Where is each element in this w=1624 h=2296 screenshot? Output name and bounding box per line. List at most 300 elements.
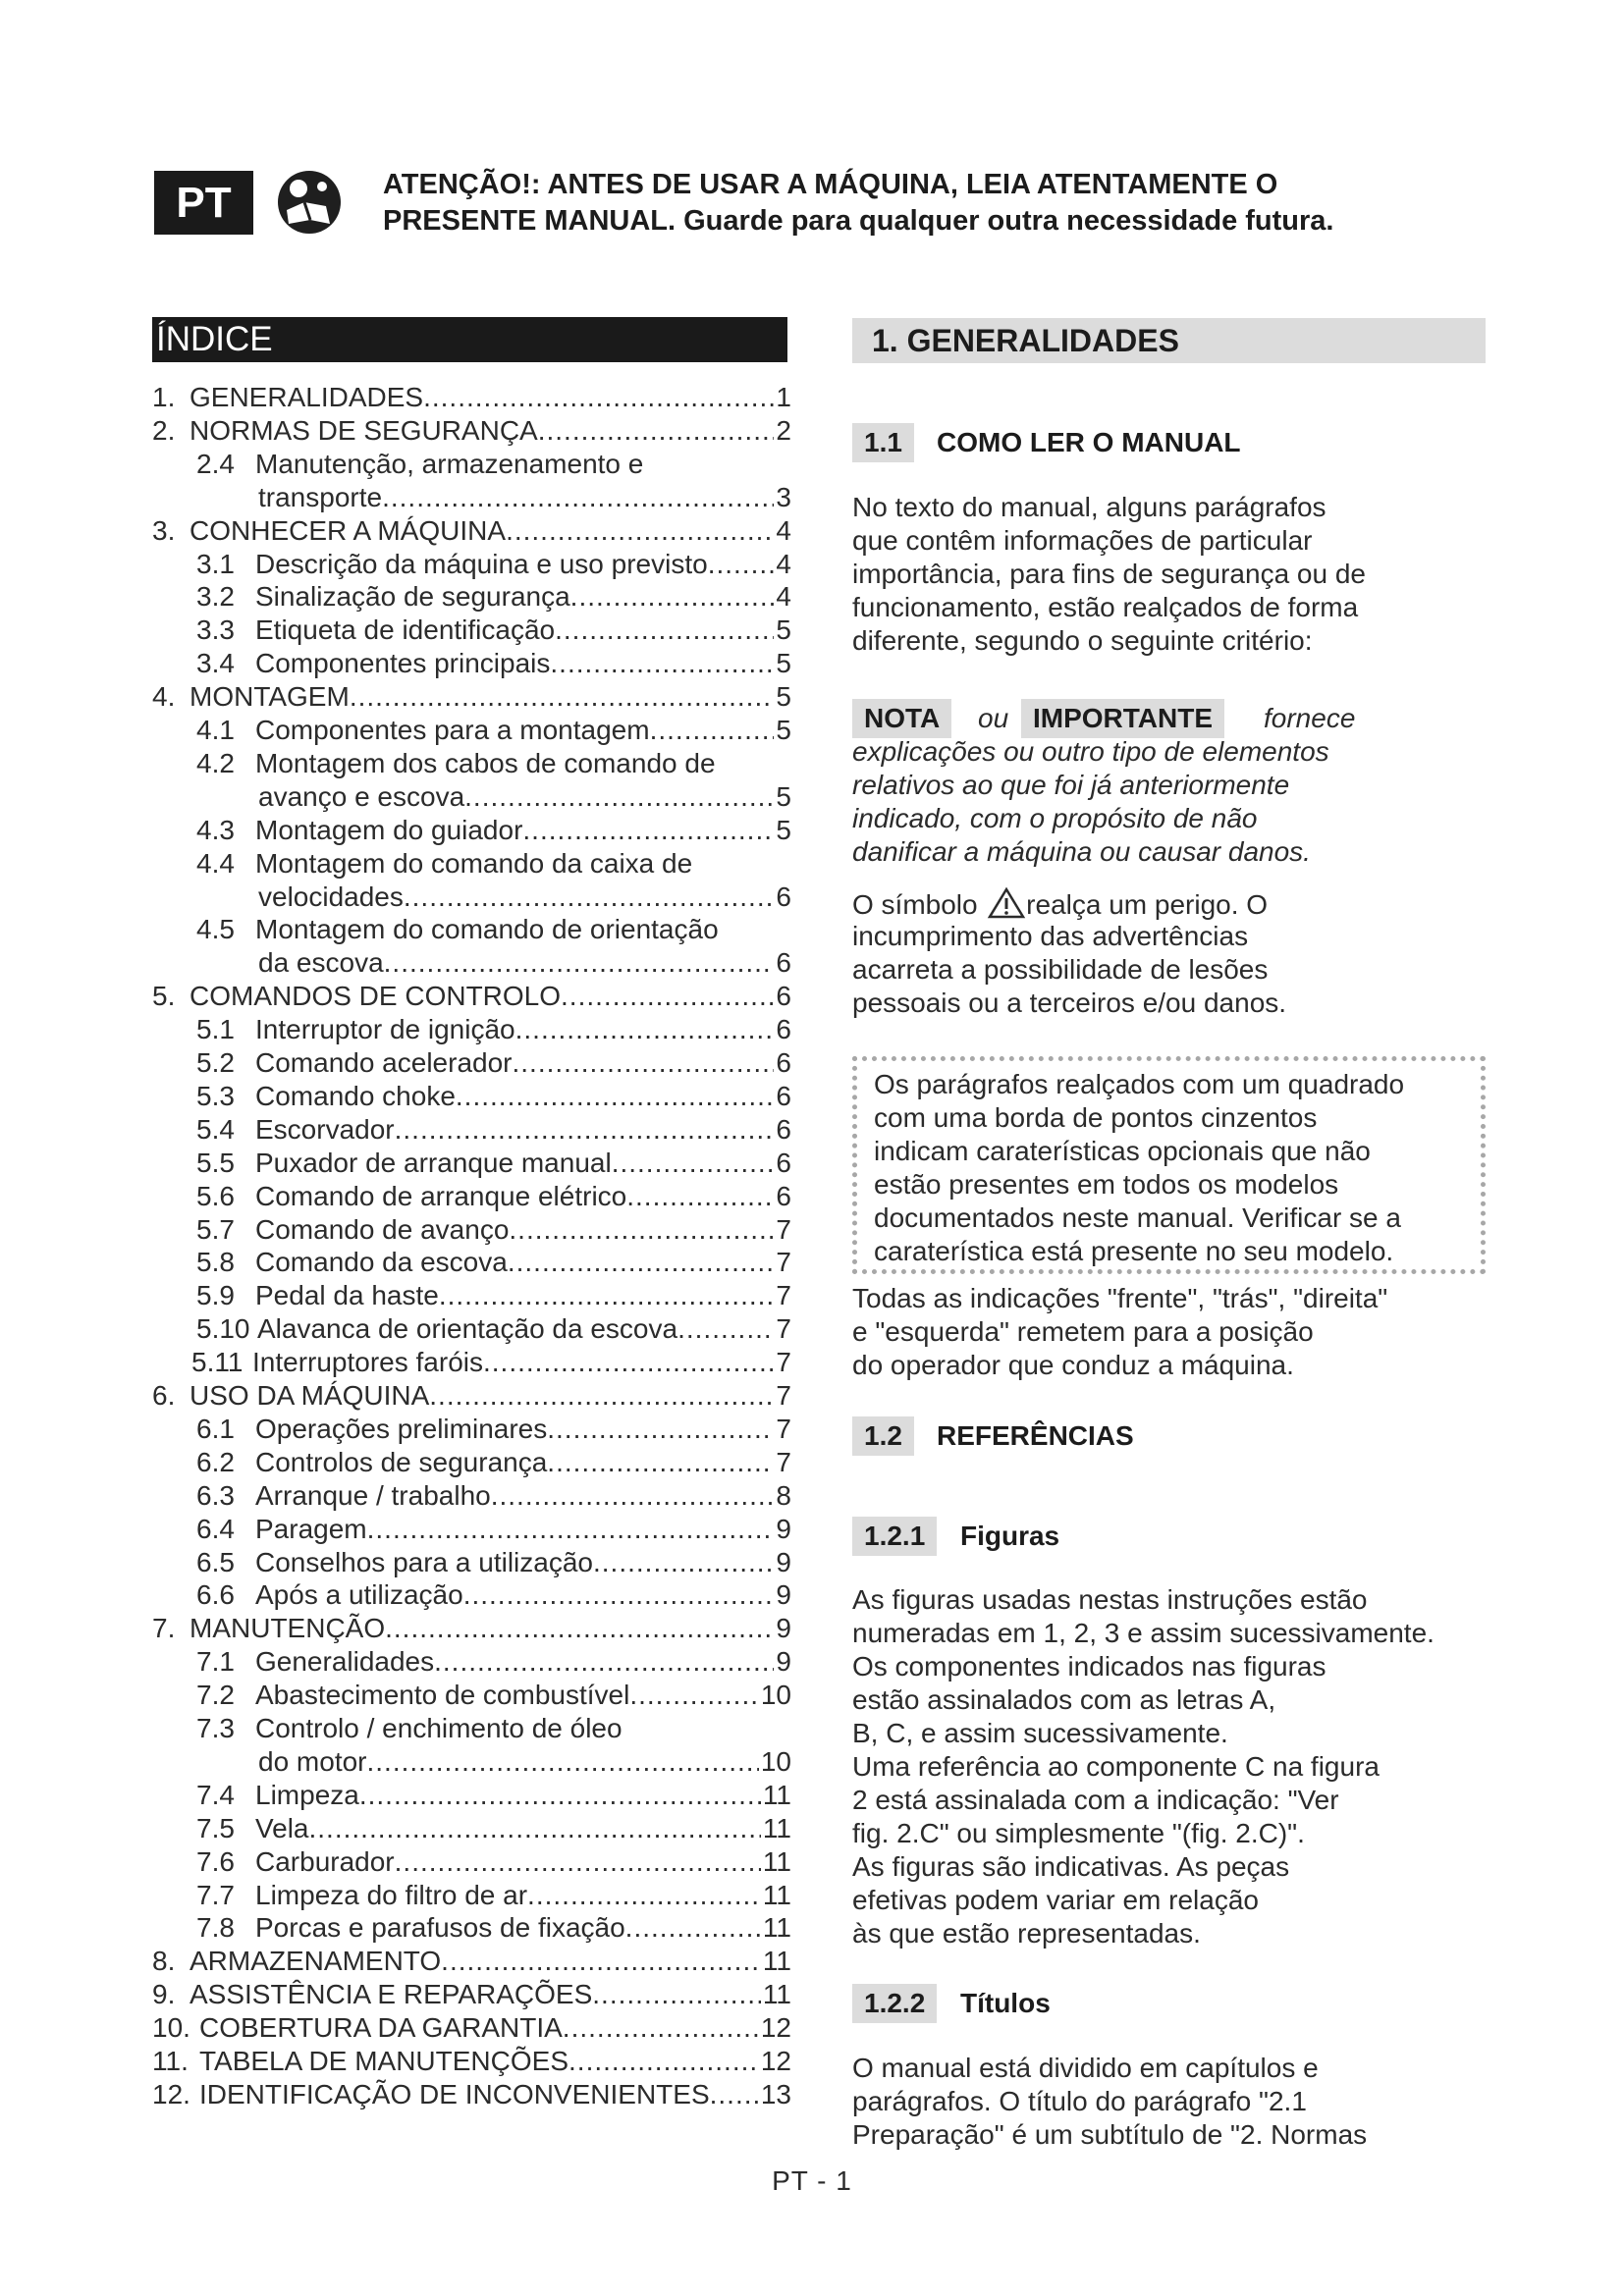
toc-entry-number: 4.1: [196, 715, 235, 745]
language-badge: PT: [154, 171, 253, 235]
toc-entry-page: 6: [776, 881, 791, 912]
toc-entry-number: 4.2: [196, 747, 235, 778]
toc-entry-text: Controlo / enchimento de óleo: [255, 1713, 623, 1743]
toc-entry-number: 7.8: [196, 1912, 235, 1944]
toc-entry-page: 11: [762, 1979, 791, 2010]
text-line: danificar a máquina ou causar danos.: [852, 836, 1311, 867]
optional-features-text: [874, 1068, 1478, 1268]
importante-label: IMPORTANTE: [1021, 699, 1224, 738]
toc-entry-page: 9: [776, 1579, 791, 1611]
toc-entry-number: 4.5: [196, 914, 235, 945]
toc-entry-text: Comando choke: [255, 1080, 456, 1111]
toc-leader-dots: [538, 414, 775, 448]
toc-leader-dots: [350, 680, 775, 714]
text-line: indicado, com o propósito de não: [852, 803, 1258, 833]
toc-entry-text: Montagem do comando da caixa de: [255, 847, 693, 879]
toc-entry[interactable]: [152, 2045, 791, 2078]
toc-entry-page: 12: [760, 2046, 791, 2076]
toc-leader-dots: [506, 514, 774, 548]
toc-leader-dots: [491, 1479, 775, 1513]
toc-entry[interactable]: [196, 1180, 791, 1213]
toc-entry[interactable]: [196, 1679, 791, 1712]
toc-entry-number: 9.: [152, 1979, 176, 2010]
toc-entry[interactable]: [196, 1046, 791, 1080]
text-line: relativos ao que foi já anteriormente: [852, 770, 1290, 800]
page-number: PT - 1: [772, 2165, 852, 2196]
toc-leader-dots: [464, 780, 774, 814]
toc-entry-page: 5: [776, 614, 791, 646]
text-line: acarreta a possibilidade de lesões: [852, 954, 1269, 985]
toc-leader-dots: [561, 980, 774, 1013]
toc-entry-text: Paragem: [255, 1513, 367, 1544]
section-1-heading: 1. GENERALIDADES: [852, 318, 1486, 363]
toc-entry[interactable]: [196, 747, 791, 780]
toc-entry-page: 6: [776, 1147, 791, 1178]
toc-entry-page: 5: [776, 780, 791, 812]
toc-leader-dots: [563, 2011, 759, 2045]
toc-entry[interactable]: [196, 1845, 791, 1879]
toc-entry[interactable]: [196, 1080, 791, 1113]
toc-entry[interactable]: [196, 1013, 791, 1046]
warning-line-2: PRESENTE MANUAL. Guarde para qualquer outra necessidade futura.: [383, 205, 1334, 237]
toc-entry-text: USO DA MÁQUINA: [189, 1380, 430, 1411]
toc-entry-text: Pedal da haste: [255, 1280, 439, 1311]
toc-entry-continuation[interactable]: [258, 1745, 791, 1779]
toc-entry-number: 7.2: [196, 1680, 235, 1711]
toc-entry[interactable]: [196, 1279, 791, 1312]
toc-entry-page: 7: [776, 1413, 791, 1444]
toc-entry-number: 5.7: [196, 1213, 235, 1245]
toc-entry-page: 11: [762, 1946, 791, 1977]
toc-entry-text: Abastecimento de combustível: [255, 1680, 630, 1711]
toc-entry-text: Após a utilização: [255, 1579, 463, 1611]
toc-entry-number: 5.5: [196, 1147, 235, 1178]
text-line: O manual está dividido em capítulos e: [852, 2053, 1319, 2083]
toc-entry[interactable]: [152, 1978, 791, 2011]
toc-entry[interactable]: [196, 548, 791, 581]
toc-entry-page: 7: [776, 1313, 791, 1345]
toc-entry-page: 8: [776, 1479, 791, 1511]
text-line: pessoais ou a terceiros e/ou danos.: [852, 988, 1287, 1018]
text-line: fig. 2.C" ou simplesmente "(fig. 2.C)".: [852, 1818, 1305, 1848]
toc-leader-dots: [710, 2078, 759, 2111]
toc-entry-text: MANUTENÇÃO: [189, 1613, 386, 1644]
toc-entry-continuation[interactable]: [258, 881, 791, 914]
toc-entry-text: Comando da escova: [255, 1247, 508, 1278]
toc-leader-dots: [423, 381, 774, 414]
toc-leader-dots: [429, 1379, 774, 1413]
toc-leader-dots: [629, 1679, 759, 1712]
toc-entry-number: 5.: [152, 981, 176, 1012]
toc-entry-text: Comando de arranque elétrico: [255, 1180, 627, 1211]
text-line: documentados neste manual. Verificar se a: [874, 1202, 1401, 1233]
toc-entry-number: 2.: [152, 414, 176, 446]
toc-entry-text: Montagem do comando de orientação: [255, 914, 719, 945]
nota-label: NOTA: [852, 699, 951, 738]
toc-entry-text: Porcas e parafusos de fixação: [255, 1912, 625, 1944]
toc-entry-text: ASSISTÊNCIA E REPARAÇÕES: [189, 1979, 593, 2010]
toc-entry[interactable]: [196, 1147, 791, 1180]
note-explanation: [852, 735, 1490, 869]
toc-entry-text: Interruptores faróis: [252, 1347, 483, 1378]
toc-entry-number: 7.1: [196, 1646, 235, 1678]
toc-entry-text: Puxador de arranque manual: [255, 1147, 612, 1178]
toc-entry-page: 4: [776, 514, 791, 546]
toc-entry[interactable]: [196, 1312, 791, 1346]
toc-entry-number: 5.3: [196, 1080, 235, 1111]
toc-entry-number: 3.2: [196, 581, 235, 613]
toc-leader-dots: [359, 1779, 761, 1812]
toc-entry[interactable]: [196, 814, 791, 847]
toc-entry-number: 11.: [152, 2046, 189, 2076]
symbol-sentence: [852, 886, 1268, 922]
paragraph-how-to-read: [852, 491, 1490, 658]
text-line: diferente, segundo o seguinte critério:: [852, 625, 1313, 656]
toc-entry[interactable]: [196, 1578, 791, 1612]
toc-entry-page: 6: [776, 1047, 791, 1078]
toc-entry-number: 3.4: [196, 648, 235, 679]
toc-leader-dots: [568, 2045, 759, 2078]
toc-entry-text: Limpeza do filtro de ar: [255, 1879, 528, 1910]
toc-entry-text: Operações preliminares: [255, 1413, 548, 1444]
paragraph-titles: [852, 2052, 1490, 2152]
toc-entry-text: IDENTIFICAÇÃO DE INCONVENIENTES: [199, 2078, 710, 2109]
text-line: Preparação" é um subtítulo de "2. Normas: [852, 2119, 1368, 2150]
toc-entry-page: 7: [776, 1280, 791, 1311]
subsection-1-2-title: REFERÊNCIAS: [937, 1420, 1134, 1451]
toc-entry-page: 7: [776, 1446, 791, 1477]
toc-leader-dots: [677, 1312, 774, 1346]
toc-entry-number: 6.: [152, 1380, 176, 1411]
toc-entry-page: 1: [776, 382, 791, 412]
toc-entry[interactable]: [196, 714, 791, 747]
toc-entry-text: Controlos de segurança: [255, 1446, 548, 1477]
toc-entry[interactable]: [152, 381, 791, 414]
read-manual-icon: [275, 167, 344, 238]
toc-leader-dots: [547, 1446, 774, 1479]
toc-entry-page: 6: [776, 1180, 791, 1211]
subsection-1-1-number: 1.1: [852, 423, 914, 462]
toc-leader-dots: [522, 814, 774, 847]
text-line: estão presentes em todos os modelos: [874, 1169, 1339, 1200]
toc-entry-page: 11: [762, 1779, 791, 1810]
toc-entry-number: 5.10: [196, 1313, 250, 1345]
toc-leader-dots: [650, 714, 775, 747]
toc-entry-number: 4.: [152, 681, 176, 713]
text-line: estão assinalados com as letras A,: [852, 1684, 1276, 1715]
toc-entry-text: COBERTURA DA GARANTIA: [199, 2012, 563, 2044]
toc-entry[interactable]: [152, 680, 791, 714]
ou-word: ou: [978, 703, 1009, 733]
toc-entry-number: 6.2: [196, 1446, 235, 1477]
toc-entry-text: Montagem do guiador: [255, 814, 523, 845]
text-line: incumprimento das advertências: [852, 921, 1249, 951]
toc-entry[interactable]: [152, 1612, 791, 1645]
toc-entry-page: 6: [776, 981, 791, 1012]
toc-leader-dots: [309, 1812, 761, 1845]
toc-entry-text: COMANDOS DE CONTROLO: [189, 981, 562, 1012]
toc-entry-page: 5: [776, 715, 791, 745]
toc-leader-dots: [515, 1013, 775, 1046]
toc-leader-dots: [570, 580, 775, 614]
toc-entry-text: ARMAZENAMENTO: [189, 1946, 442, 1977]
text-line: No texto do manual, alguns parágrafos: [852, 492, 1326, 522]
toc-entry-text: Vela: [255, 1812, 309, 1843]
text-line: parágrafos. O título do parágrafo "2.1: [852, 2086, 1307, 2116]
toc-entry[interactable]: [191, 1346, 791, 1379]
toc-leader-dots: [513, 1046, 775, 1080]
text-line: Os parágrafos realçados com um quadrado: [874, 1069, 1405, 1099]
subsection-1-2-2-title: Títulos: [960, 1988, 1051, 2018]
toc-entry-number: 6.6: [196, 1579, 235, 1611]
toc-entry-number: 7.7: [196, 1879, 235, 1910]
toc-entry[interactable]: [152, 514, 791, 548]
text-line: Os componentes indicados nas figuras: [852, 1651, 1326, 1682]
toc-leader-dots: [555, 614, 774, 647]
text-line: As figuras usadas nestas instruções estão: [852, 1584, 1368, 1615]
toc-entry-page: 5: [776, 648, 791, 679]
toc-entry-number: 7.: [152, 1613, 176, 1644]
toc-entry-text: Descrição da máquina e uso previsto: [255, 548, 708, 579]
toc-entry-number: 3.: [152, 514, 176, 546]
toc-entry-text: Alavanca de orientação da escova: [257, 1313, 678, 1345]
text-line: indicam caraterísticas opcionais que não: [874, 1136, 1371, 1166]
toc-entry[interactable]: [196, 1712, 791, 1745]
toc-leader-dots: [550, 647, 774, 680]
toc-entry-text: Componentes para a montagem: [255, 715, 650, 745]
toc-entry-page: 6: [776, 1014, 791, 1045]
toc-leader-dots: [612, 1147, 775, 1180]
toc-leader-dots: [625, 1911, 761, 1945]
paragraph-danger: [852, 920, 1490, 1020]
toc-entry-text: MONTAGEM: [189, 681, 350, 713]
text-line: do operador que conduz a máquina.: [852, 1350, 1294, 1380]
toc-entry[interactable]: [152, 980, 791, 1013]
toc-entry-number: 2.4: [196, 448, 235, 479]
subsection-1-2-2-number: 1.2.2: [852, 1984, 937, 2023]
toc-entry-text: Manutenção, armazenamento e: [255, 448, 644, 479]
toc-entry[interactable]: [152, 2078, 791, 2111]
toc-entry-text: CONHECER A MÁQUINA: [189, 514, 507, 546]
toc-entry-continuation[interactable]: [258, 481, 791, 514]
toc-leader-dots: [404, 881, 775, 914]
subsection-1-2-1-number: 1.2.1: [852, 1517, 937, 1556]
toc-entry-continuation[interactable]: [258, 780, 791, 814]
subsection-1-1-title: COMO LER O MANUAL: [937, 427, 1241, 457]
toc-entry[interactable]: [196, 1113, 791, 1147]
fornece-word: fornece: [1264, 703, 1356, 733]
toc-entry-number: 4.4: [196, 847, 235, 879]
toc-entry[interactable]: [196, 1812, 791, 1845]
toc-entry-page: 3: [776, 481, 791, 512]
text-line: 2 está assinalada com a indicação: "Ver: [852, 1785, 1339, 1815]
toc-entry[interactable]: [196, 1546, 791, 1579]
toc-entry[interactable]: [196, 1479, 791, 1513]
toc-entry-page: 10: [760, 1680, 791, 1711]
toc-entry-text: do motor: [258, 1745, 367, 1777]
toc-entry-page: 4: [776, 581, 791, 613]
toc-entry-number: 8.: [152, 1946, 176, 1977]
toc-entry-page: 9: [776, 1513, 791, 1544]
toc-entry-page: 6: [776, 1113, 791, 1145]
toc-leader-dots: [367, 1513, 775, 1546]
text-line: Uma referência ao componente C na figura: [852, 1751, 1380, 1782]
toc-entry-number: 5.6: [196, 1180, 235, 1211]
toc-entry-text: da escova: [258, 947, 384, 979]
toc-entry-text: GENERALIDADES: [189, 382, 424, 412]
toc-leader-dots: [385, 1612, 774, 1645]
toc-leader-dots: [441, 1945, 761, 1978]
toc-entry-page: 6: [776, 1080, 791, 1111]
toc-leader-dots: [439, 1279, 775, 1312]
text-line: numeradas em 1, 2, 3 e assim sucessivamente.: [852, 1618, 1435, 1648]
toc-entry[interactable]: [196, 913, 791, 946]
toc-entry-number: 7.6: [196, 1845, 235, 1877]
toc-leader-dots: [592, 1978, 761, 2011]
toc-leader-dots: [626, 1180, 774, 1213]
toc-entry[interactable]: [196, 1446, 791, 1479]
paragraph-directions: [852, 1282, 1490, 1382]
toc-entry-number: 3.3: [196, 614, 235, 646]
toc-entry-number: 5.8: [196, 1247, 235, 1278]
toc-leader-dots: [395, 1845, 761, 1879]
toc-entry-text: transporte: [258, 481, 383, 512]
toc-entry-text: Montagem dos cabos de comando de: [255, 747, 716, 778]
toc-entry-page: 6: [776, 947, 791, 979]
safety-warning: [383, 167, 1483, 240]
toc-entry-page: 5: [776, 814, 791, 845]
toc-entry-text: TABELA DE MANUTENÇÕES: [199, 2046, 569, 2076]
toc-entry-text: Sinalização de segurança: [255, 581, 570, 613]
toc-entry-text: Limpeza: [255, 1779, 359, 1810]
toc-entry-page: 9: [776, 1646, 791, 1678]
toc-leader-dots: [508, 1246, 775, 1279]
toc-entry-page: 7: [776, 1347, 791, 1378]
toc-entry-number: 5.9: [196, 1280, 235, 1311]
toc-entry-text: Componentes principais: [255, 648, 551, 679]
toc-entry[interactable]: [196, 1645, 791, 1679]
toc-entry[interactable]: [196, 1513, 791, 1546]
toc-entry-page: 9: [776, 1613, 791, 1644]
toc-entry-page: 11: [762, 1812, 791, 1843]
toc-leader-dots: [382, 481, 774, 514]
toc-entry-text: Interruptor de ignição: [255, 1014, 515, 1045]
toc-entry-page: 4: [776, 548, 791, 579]
text-line: que contêm informações de particular: [852, 525, 1313, 556]
toc-entry[interactable]: [196, 580, 791, 614]
toc-entry-text: Arranque / trabalho: [255, 1479, 491, 1511]
toc-entry[interactable]: [196, 1911, 791, 1945]
toc-entry-page: 2: [776, 414, 791, 446]
toc-entry-number: 10.: [152, 2012, 190, 2044]
text-line: e "esquerda" remetem para a posição: [852, 1316, 1314, 1347]
toc-entry-text: Comando acelerador: [255, 1047, 513, 1078]
subsection-1-2-1-title: Figuras: [960, 1521, 1060, 1551]
toc-entry-page: 11: [762, 1845, 791, 1877]
toc-entry-number: 12.: [152, 2078, 190, 2109]
toc-entry-page: 9: [776, 1546, 791, 1577]
text-line: explicações ou outro tipo de elementos: [852, 736, 1329, 767]
toc-entry-page: 7: [776, 1247, 791, 1278]
paragraph-figures: [852, 1583, 1490, 1950]
toc-leader-dots: [593, 1546, 774, 1579]
toc-leader-dots: [463, 1578, 775, 1612]
toc-entry[interactable]: [196, 1213, 791, 1247]
text-line: com uma borda de pontos cinzentos: [874, 1102, 1318, 1133]
toc-entry-page: 7: [776, 1380, 791, 1411]
index-title: ÍNDICE: [152, 317, 787, 362]
toc-entry-text: Generalidades: [255, 1646, 435, 1678]
toc-leader-dots: [456, 1080, 775, 1113]
toc-leader-dots: [483, 1346, 774, 1379]
toc-entry[interactable]: [152, 1945, 791, 1978]
toc-entry-text: Carburador: [255, 1845, 395, 1877]
toc-entry-text: Escorvador: [255, 1113, 395, 1145]
toc-entry[interactable]: [196, 1879, 791, 1912]
toc-leader-dots: [547, 1413, 774, 1446]
toc-entry[interactable]: [152, 414, 791, 448]
toc-entry[interactable]: [152, 2011, 791, 2045]
danger-triangle-icon: [987, 886, 1026, 920]
warning-line-1: ATENÇÃO!: ANTES DE USAR A MÁQUINA, LEIA ATENTAMENTE O: [383, 169, 1278, 200]
symbol-post-text: realça um perigo. O: [1026, 889, 1269, 920]
toc-leader-dots: [527, 1879, 761, 1912]
toc-entry-number: 6.3: [196, 1479, 235, 1511]
toc-entry-continuation[interactable]: [258, 946, 791, 980]
toc-entry-number: 3.1: [196, 548, 235, 579]
symbol-pre-text: O símbolo: [852, 889, 978, 920]
toc-entry-page: 7: [776, 1213, 791, 1245]
toc-entry[interactable]: [196, 847, 791, 881]
toc-entry-page: 13: [760, 2078, 791, 2109]
text-line: às que estão representadas.: [852, 1918, 1201, 1949]
toc-leader-dots: [367, 1745, 759, 1779]
toc-entry[interactable]: [196, 1246, 791, 1279]
toc-entry-page: 5: [776, 681, 791, 713]
toc-entry-number: 6.1: [196, 1413, 235, 1444]
toc-entry[interactable]: [196, 1413, 791, 1446]
toc-entry[interactable]: [196, 647, 791, 680]
toc-entry[interactable]: [196, 614, 791, 647]
toc-entry-page: 10: [760, 1745, 791, 1777]
text-line: B, C, e assim sucessivamente.: [852, 1718, 1228, 1748]
text-line: Todas as indicações "frente", "trás", "direita": [852, 1283, 1388, 1313]
toc-entry-text: NORMAS DE SEGURANÇA: [189, 414, 538, 446]
toc-entry-page: 12: [760, 2012, 791, 2044]
toc-entry-number: 7.4: [196, 1779, 235, 1810]
text-line: caraterística está presente no seu modelo.: [874, 1236, 1394, 1266]
toc-entry-text: Conselhos para a utilização: [255, 1546, 593, 1577]
toc-leader-dots: [434, 1645, 774, 1679]
toc-entry[interactable]: [196, 448, 791, 481]
toc-entry-number: 5.1: [196, 1014, 235, 1045]
toc-entry[interactable]: [152, 1379, 791, 1413]
toc-entry-number: 5.2: [196, 1047, 235, 1078]
toc-entry-number: 1.: [152, 382, 176, 412]
toc-entry-number: 5.11: [191, 1347, 244, 1378]
text-line: As figuras são indicativas. As peças: [852, 1851, 1290, 1882]
toc-entry-number: 5.4: [196, 1113, 235, 1145]
subsection-1-2-number: 1.2: [852, 1416, 914, 1456]
text-line: efetivas podem variar em relação: [852, 1885, 1259, 1915]
toc-entry-number: 6.5: [196, 1546, 235, 1577]
toc-leader-dots: [395, 1113, 775, 1147]
toc-entry-text: avanço e escova: [258, 780, 465, 812]
toc-entry[interactable]: [196, 1779, 791, 1812]
toc-entry-page: 11: [762, 1879, 791, 1910]
toc-entry-number: 6.4: [196, 1513, 235, 1544]
toc-entry-text: Etiqueta de identificação: [255, 614, 556, 646]
